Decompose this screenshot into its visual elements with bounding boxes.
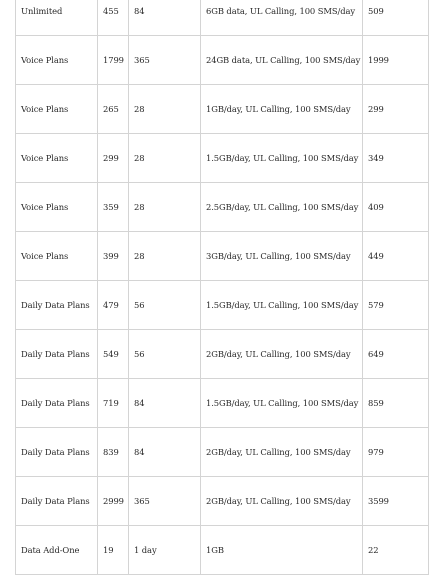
table-row	[16, 232, 429, 281]
plan-category-cell: Data Add-One	[16, 526, 98, 575]
plan-category-cell: Daily Data Plans	[16, 428, 98, 477]
old-price-cell: 399	[98, 232, 129, 281]
old-price-cell: 479	[98, 281, 129, 330]
plan-category-cell: Voice Plans	[16, 85, 98, 134]
validity-cell: 365	[129, 477, 201, 526]
validity-cell: 28	[129, 183, 201, 232]
plan-category-cell: Voice Plans	[16, 134, 98, 183]
new-price-cell: 22	[363, 526, 429, 575]
old-price-cell: 839	[98, 428, 129, 477]
benefits-cell: 1GB	[201, 526, 363, 575]
plan-category-cell: Daily Data Plans	[16, 379, 98, 428]
table-row	[16, 183, 429, 232]
new-price-cell: 409	[363, 183, 429, 232]
benefits-cell: 1.5GB/day, UL Calling, 100 SMS/day	[201, 134, 363, 183]
benefits-cell: 2GB/day, UL Calling, 100 SMS/day	[201, 428, 363, 477]
benefits-cell: 2GB/day, UL Calling, 100 SMS/day	[201, 330, 363, 379]
benefits-cell: 1GB/day, UL Calling, 100 SMS/day	[201, 85, 363, 134]
benefits-cell: 1.5GB/day, UL Calling, 100 SMS/day	[201, 379, 363, 428]
benefits-cell: 1.5GB/day, UL Calling, 100 SMS/day	[201, 281, 363, 330]
validity-cell: 28	[129, 232, 201, 281]
old-price-cell: 549	[98, 330, 129, 379]
table-row	[16, 428, 429, 477]
benefits-cell: 3GB/day, UL Calling, 100 SMS/day	[201, 232, 363, 281]
validity-cell: 28	[129, 85, 201, 134]
plan-category-cell: Daily Data Plans	[16, 330, 98, 379]
old-price-cell: 719	[98, 379, 129, 428]
old-price-cell: 265	[98, 85, 129, 134]
validity-cell: 84	[129, 0, 201, 36]
new-price-cell: 3599	[363, 477, 429, 526]
old-price-cell: 2999	[98, 477, 129, 526]
old-price-cell: 359	[98, 183, 129, 232]
table-row	[16, 0, 429, 36]
plan-category-cell: Voice Plans	[16, 36, 98, 85]
table-row	[16, 281, 429, 330]
new-price-cell: 649	[363, 330, 429, 379]
new-price-cell: 299	[363, 85, 429, 134]
new-price-cell: 349	[363, 134, 429, 183]
benefits-cell: 24GB data, UL Calling, 100 SMS/day	[201, 36, 363, 85]
new-price-cell: 979	[363, 428, 429, 477]
validity-cell: 365	[129, 36, 201, 85]
plan-category-cell: Voice Plans	[16, 232, 98, 281]
table-row	[16, 477, 429, 526]
validity-cell: 56	[129, 281, 201, 330]
table-row	[16, 526, 429, 575]
plans-table-body	[16, 0, 429, 575]
old-price-cell: 1799	[98, 36, 129, 85]
benefits-cell: 2.5GB/day, UL Calling, 100 SMS/day	[201, 183, 363, 232]
validity-cell: 1 day	[129, 526, 201, 575]
plans-table	[15, 0, 429, 575]
validity-cell: 56	[129, 330, 201, 379]
validity-cell: 84	[129, 428, 201, 477]
old-price-cell: 455	[98, 0, 129, 36]
new-price-cell: 509	[363, 0, 429, 36]
new-price-cell: 449	[363, 232, 429, 281]
table-row	[16, 85, 429, 134]
table-row	[16, 379, 429, 428]
benefits-cell: 6GB data, UL Calling, 100 SMS/day	[201, 0, 363, 36]
new-price-cell: 859	[363, 379, 429, 428]
benefits-cell: 2GB/day, UL Calling, 100 SMS/day	[201, 477, 363, 526]
validity-cell: 28	[129, 134, 201, 183]
plan-category-cell: Daily Data Plans	[16, 477, 98, 526]
table-row	[16, 134, 429, 183]
validity-cell: 84	[129, 379, 201, 428]
plan-category-cell: Unlimited	[16, 0, 98, 36]
old-price-cell: 299	[98, 134, 129, 183]
new-price-cell: 579	[363, 281, 429, 330]
plan-category-cell: Voice Plans	[16, 183, 98, 232]
plan-category-cell: Daily Data Plans	[16, 281, 98, 330]
table-row	[16, 330, 429, 379]
table-row	[16, 36, 429, 85]
old-price-cell: 19	[98, 526, 129, 575]
new-price-cell: 1999	[363, 36, 429, 85]
